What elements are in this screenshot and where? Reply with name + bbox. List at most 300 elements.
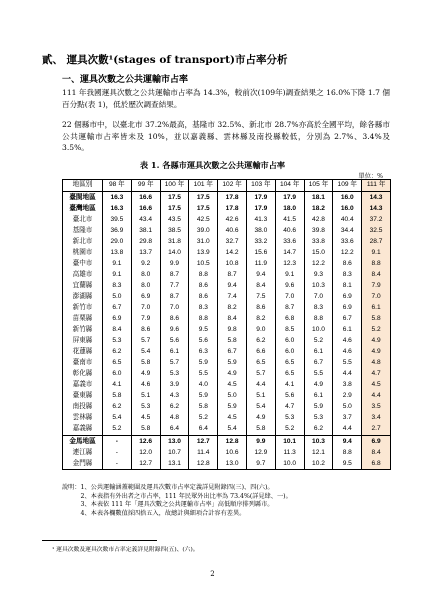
value-cell: 10.0 xyxy=(304,324,333,335)
value-cell: 42.8 xyxy=(304,214,333,225)
table-row xyxy=(63,423,391,435)
value-cell: 33.2 xyxy=(246,236,275,247)
value-cell: 5.7 xyxy=(246,368,275,379)
table-row xyxy=(63,214,391,225)
value-cell: 8.5 xyxy=(275,324,304,335)
value-cell: 8.7 xyxy=(275,302,304,313)
value-cell: 5.6 xyxy=(160,335,189,346)
value-cell: 28.7 xyxy=(362,236,391,247)
region-name-cell: 花蓮縣 xyxy=(63,346,103,357)
value-cell: 17.5 xyxy=(160,203,189,214)
value-cell: 29.0 xyxy=(103,236,132,247)
table-row xyxy=(63,458,391,470)
value-cell: 17.9 xyxy=(246,191,275,203)
value-cell: 5.3 xyxy=(304,412,333,423)
value-cell: 32.7 xyxy=(218,236,247,247)
value-cell: 12.7 xyxy=(131,458,160,470)
value-cell: 38.0 xyxy=(246,225,275,236)
value-cell: 16.6 xyxy=(131,203,160,214)
value-cell: 11.4 xyxy=(189,447,218,458)
value-cell: 4.3 xyxy=(160,390,189,401)
value-cell: 5.2 xyxy=(103,423,132,435)
region-name-cell: 臺中市 xyxy=(63,258,103,269)
value-cell: 7.0 xyxy=(304,291,333,302)
value-cell: 9.4 xyxy=(333,435,362,447)
value-cell: 13.0 xyxy=(160,435,189,447)
value-cell: 33.6 xyxy=(275,236,304,247)
value-cell: 4.9 xyxy=(246,412,275,423)
value-cell: 31.8 xyxy=(160,236,189,247)
value-cell: 4.5 xyxy=(218,412,247,423)
value-cell: 4.4 xyxy=(362,390,391,401)
value-cell: 3.5 xyxy=(362,401,391,412)
value-cell: 5.3 xyxy=(275,412,304,423)
value-cell: 5.1 xyxy=(131,390,160,401)
table-row xyxy=(63,203,391,214)
page-number: 2 xyxy=(210,570,215,578)
value-cell: 6.7 xyxy=(304,357,333,368)
value-cell: 14.3 xyxy=(362,203,391,214)
value-cell: - xyxy=(103,447,132,458)
value-cell: 6.9 xyxy=(131,291,160,302)
value-cell: 12.9 xyxy=(246,447,275,458)
value-cell: 5.1 xyxy=(246,390,275,401)
table-header-cell: 98 年 xyxy=(103,180,132,192)
table-header-cell: 105 年 xyxy=(304,180,333,192)
value-cell: 40.6 xyxy=(275,225,304,236)
value-cell: 8.8 xyxy=(304,313,333,324)
value-cell: 38.5 xyxy=(160,225,189,236)
value-cell: 5.9 xyxy=(189,357,218,368)
value-cell: 5.6 xyxy=(275,390,304,401)
value-cell: 39.8 xyxy=(304,225,333,236)
value-cell: 41.3 xyxy=(246,214,275,225)
value-cell: 9.3 xyxy=(304,269,333,280)
value-cell: 13.0 xyxy=(218,458,247,470)
value-cell: 5.9 xyxy=(218,401,247,412)
value-cell: 9.1 xyxy=(275,269,304,280)
value-cell: 4.0 xyxy=(189,379,218,390)
value-cell: 8.4 xyxy=(103,324,132,335)
value-cell: 34.4 xyxy=(333,225,362,236)
footnote: ¹ 運具次數及運具次數市占率定義詳見附錄四(五)、(六)。 xyxy=(52,547,199,553)
value-cell: 4.9 xyxy=(218,368,247,379)
value-cell: 6.3 xyxy=(189,346,218,357)
value-cell: - xyxy=(103,435,132,447)
value-cell: 4.5 xyxy=(218,379,247,390)
value-cell: 29.8 xyxy=(131,236,160,247)
value-cell: 5.9 xyxy=(218,357,247,368)
value-cell: 12.8 xyxy=(218,435,247,447)
value-cell: 4.9 xyxy=(362,335,391,346)
value-cell: 6.2 xyxy=(304,423,333,435)
value-cell: 39.0 xyxy=(189,225,218,236)
value-cell: 39.5 xyxy=(103,214,132,225)
value-cell: 5.3 xyxy=(160,368,189,379)
value-cell: 5.4 xyxy=(103,412,132,423)
value-cell: 9.6 xyxy=(275,280,304,291)
value-cell: 8.7 xyxy=(160,291,189,302)
value-cell: 9.1 xyxy=(362,247,391,258)
table-row xyxy=(63,269,391,280)
value-cell: 6.5 xyxy=(246,357,275,368)
region-name-cell: 嘉義市 xyxy=(63,379,103,390)
value-cell: 8.8 xyxy=(189,313,218,324)
value-cell: 16.6 xyxy=(131,191,160,203)
value-cell: 9.9 xyxy=(160,258,189,269)
value-cell: 8.7 xyxy=(218,269,247,280)
value-cell: 5.9 xyxy=(189,390,218,401)
value-cell: 8.3 xyxy=(103,280,132,291)
table-row xyxy=(63,191,391,203)
value-cell: 5.8 xyxy=(218,335,247,346)
value-cell: 33.8 xyxy=(304,236,333,247)
value-cell: 8.3 xyxy=(189,302,218,313)
table-header-cell: 101 年 xyxy=(189,180,218,192)
value-cell: 5.8 xyxy=(131,423,160,435)
value-cell: 11.3 xyxy=(275,447,304,458)
value-cell: 6.1 xyxy=(362,302,391,313)
paragraph-2: 22 個縣市中，以臺北市 37.2%最高，基隆市 32.5%、新北市 28.7%亦高於全國平均，餘各縣市公共運輸市占率皆未及 10%，並以嘉義縣、雲林縣及南投縣較低，分別為 2.7%、3.4%及 3.5%。 xyxy=(62,120,390,152)
value-cell: 2.9 xyxy=(333,390,362,401)
value-cell: 6.0 xyxy=(275,346,304,357)
value-cell: 10.8 xyxy=(218,258,247,269)
region-name-cell: 臺灣地區 xyxy=(63,203,103,214)
region-name-cell: 金門縣 xyxy=(63,458,103,470)
value-cell: 4.7 xyxy=(275,401,304,412)
value-cell: 9.4 xyxy=(246,269,275,280)
value-cell: 17.5 xyxy=(160,191,189,203)
value-cell: 8.2 xyxy=(218,302,247,313)
table-header-cell: 地區別 xyxy=(63,180,103,192)
value-cell: 6.7 xyxy=(103,302,132,313)
value-cell: 41.5 xyxy=(275,214,304,225)
value-cell: 5.5 xyxy=(304,368,333,379)
value-cell: 7.5 xyxy=(246,291,275,302)
value-cell: 42.5 xyxy=(189,214,218,225)
value-cell: 10.3 xyxy=(304,280,333,291)
value-cell: 9.1 xyxy=(103,258,132,269)
value-cell: 9.5 xyxy=(333,458,362,470)
region-name-cell: 嘉義縣 xyxy=(63,423,103,435)
table-row xyxy=(63,247,391,258)
value-cell: 8.6 xyxy=(333,258,362,269)
table-caption: 表 1. 各縣市運具次數之公共運輸市占率 xyxy=(139,160,286,170)
value-cell: 9.5 xyxy=(189,324,218,335)
table-header-cell: 102 年 xyxy=(218,180,247,192)
value-cell: 4.4 xyxy=(333,368,362,379)
value-cell: 5.4 xyxy=(218,423,247,435)
value-cell: 4.6 xyxy=(333,335,362,346)
value-cell: 8.6 xyxy=(246,302,275,313)
region-name-cell: 南投縣 xyxy=(63,401,103,412)
table-header-cell: 99 年 xyxy=(131,180,160,192)
value-cell: 14.2 xyxy=(218,247,247,258)
value-cell: 10.2 xyxy=(304,458,333,470)
value-cell: 4.9 xyxy=(362,346,391,357)
value-cell: 6.7 xyxy=(218,346,247,357)
value-cell: 5.2 xyxy=(304,335,333,346)
note-line: 說明：1、公共運輸涵蓋範圍及運具次數市占率定義詳見附錄四(三)、四(六)。 xyxy=(62,484,274,491)
value-cell: 6.4 xyxy=(160,423,189,435)
table-row xyxy=(63,412,391,423)
value-cell: 43.5 xyxy=(160,214,189,225)
value-cell: 12.1 xyxy=(304,447,333,458)
table-body xyxy=(63,191,391,469)
region-name-cell: 新竹市 xyxy=(63,302,103,313)
value-cell: 6.0 xyxy=(275,335,304,346)
value-cell: 6.6 xyxy=(246,346,275,357)
value-cell: 9.6 xyxy=(160,324,189,335)
value-cell: 6.5 xyxy=(275,368,304,379)
value-cell: 7.0 xyxy=(362,291,391,302)
value-cell: 12.2 xyxy=(333,247,362,258)
value-cell: 8.6 xyxy=(189,291,218,302)
value-cell: 5.5 xyxy=(333,357,362,368)
value-cell: 8.6 xyxy=(131,324,160,335)
table-row xyxy=(63,435,391,447)
value-cell: 10.5 xyxy=(189,258,218,269)
value-cell: 7.0 xyxy=(160,302,189,313)
value-cell: 4.9 xyxy=(131,368,160,379)
value-cell: 13.7 xyxy=(131,247,160,258)
value-cell: 15.0 xyxy=(304,247,333,258)
table-row xyxy=(63,346,391,357)
table-header-cell: 103 年 xyxy=(246,180,275,192)
value-cell: 16.3 xyxy=(103,203,132,214)
table-row xyxy=(63,368,391,379)
value-cell: 8.8 xyxy=(189,269,218,280)
value-cell: 14.7 xyxy=(275,247,304,258)
table-row xyxy=(63,302,391,313)
value-cell: 12.8 xyxy=(189,458,218,470)
value-cell: 4.6 xyxy=(333,346,362,357)
value-cell: 17.5 xyxy=(189,191,218,203)
value-cell: 8.4 xyxy=(246,280,275,291)
value-cell: 4.4 xyxy=(246,379,275,390)
region-name-cell: 臺北市 xyxy=(63,214,103,225)
value-cell: 4.1 xyxy=(275,379,304,390)
value-cell: 4.7 xyxy=(362,368,391,379)
value-cell: 8.8 xyxy=(362,258,391,269)
value-cell: 3.4 xyxy=(362,412,391,423)
value-cell: 4.5 xyxy=(362,379,391,390)
value-cell: 7.0 xyxy=(131,302,160,313)
value-cell: 7.9 xyxy=(131,313,160,324)
value-cell: 4.4 xyxy=(333,423,362,435)
table-row xyxy=(63,225,391,236)
value-cell: 8.6 xyxy=(160,313,189,324)
value-cell: 4.8 xyxy=(160,412,189,423)
value-cell: 33.6 xyxy=(333,236,362,247)
region-name-cell: 高雄市 xyxy=(63,269,103,280)
value-cell: 3.9 xyxy=(160,379,189,390)
value-cell: 17.8 xyxy=(218,203,247,214)
value-cell: 5.0 xyxy=(103,291,132,302)
table-header-cell: 109 年 xyxy=(333,180,362,192)
value-cell: 12.6 xyxy=(131,435,160,447)
value-cell: 17.9 xyxy=(246,203,275,214)
value-cell: - xyxy=(103,458,132,470)
value-cell: 17.9 xyxy=(275,191,304,203)
value-cell: 6.9 xyxy=(333,291,362,302)
value-cell: 6.8 xyxy=(362,458,391,470)
value-cell: 9.1 xyxy=(103,269,132,280)
table-row xyxy=(63,335,391,346)
value-cell: 14.3 xyxy=(362,191,391,203)
value-cell: 6.9 xyxy=(333,302,362,313)
value-cell: 5.0 xyxy=(218,390,247,401)
value-cell: 40.6 xyxy=(218,225,247,236)
value-cell: 6.9 xyxy=(103,313,132,324)
value-cell: 5.8 xyxy=(103,390,132,401)
region-name-cell: 新北市 xyxy=(63,236,103,247)
value-cell: 18.1 xyxy=(304,191,333,203)
value-cell: 42.6 xyxy=(218,214,247,225)
value-cell: 8.0 xyxy=(131,280,160,291)
region-name-cell: 雲林縣 xyxy=(63,412,103,423)
value-cell: 40.4 xyxy=(333,214,362,225)
paragraph-1: 111 年我國運具次數之公共運輸市占率為 14.3%，較前次(109年)調查結果之 16.0%下降 1.7 個百分點(表 1)，低於歷次調查結果。 xyxy=(62,88,390,109)
region-name-cell: 澎湖縣 xyxy=(63,291,103,302)
table-header-cell: 104 年 xyxy=(275,180,304,192)
value-cell: 10.3 xyxy=(304,435,333,447)
value-cell: 5.4 xyxy=(246,401,275,412)
table-row xyxy=(63,291,391,302)
table-header-cell: 111 年 xyxy=(362,180,391,192)
value-cell: 6.1 xyxy=(160,346,189,357)
value-cell: 5.4 xyxy=(131,346,160,357)
value-cell: 5.3 xyxy=(103,335,132,346)
table-row xyxy=(63,236,391,247)
value-cell: 37.2 xyxy=(362,214,391,225)
value-cell: 43.4 xyxy=(131,214,160,225)
value-cell: 17.8 xyxy=(218,191,247,203)
table-header-cell: 100 年 xyxy=(160,180,189,192)
note-line: 4、本表各欄數值採四捨五入，故總計與細項合計容有差異。 xyxy=(62,509,246,517)
value-cell: 13.9 xyxy=(189,247,218,258)
section-heading: 貳、 運具次數¹(stages of transport)市占率分析 xyxy=(42,54,288,66)
value-cell: 6.1 xyxy=(304,390,333,401)
table-row xyxy=(63,258,391,269)
value-cell: 38.1 xyxy=(131,225,160,236)
region-name-cell: 桃園市 xyxy=(63,247,103,258)
subsection-heading: 一、運具次數之公共運輸市占率 xyxy=(62,75,189,85)
value-cell: 6.2 xyxy=(103,346,132,357)
value-cell: 10.6 xyxy=(218,447,247,458)
value-cell: 10.7 xyxy=(160,447,189,458)
value-cell: 3.7 xyxy=(333,412,362,423)
value-cell: 32.5 xyxy=(362,225,391,236)
table-row xyxy=(63,313,391,324)
region-name-cell: 臺閩地區 xyxy=(63,191,103,203)
value-cell: 14.0 xyxy=(160,247,189,258)
value-cell: 7.4 xyxy=(218,291,247,302)
value-cell: 8.1 xyxy=(333,280,362,291)
value-cell: 4.8 xyxy=(362,357,391,368)
region-name-cell: 新竹縣 xyxy=(63,324,103,335)
value-cell: 4.6 xyxy=(131,379,160,390)
table-row xyxy=(63,357,391,368)
value-cell: 7.0 xyxy=(275,291,304,302)
value-cell: 5.7 xyxy=(160,357,189,368)
value-cell: 6.9 xyxy=(362,435,391,447)
value-cell: 4.9 xyxy=(304,379,333,390)
value-cell: 12.2 xyxy=(304,258,333,269)
value-cell: 6.2 xyxy=(103,401,132,412)
value-cell: 9.9 xyxy=(246,435,275,447)
value-cell: 16.0 xyxy=(333,191,362,203)
value-cell: 9.2 xyxy=(131,258,160,269)
value-cell: 4.5 xyxy=(131,412,160,423)
value-cell: 5.8 xyxy=(131,357,160,368)
value-cell: 2.7 xyxy=(362,423,391,435)
region-name-cell: 連江縣 xyxy=(63,447,103,458)
value-cell: 18.0 xyxy=(275,203,304,214)
value-cell: 5.6 xyxy=(189,335,218,346)
value-cell: 9.7 xyxy=(246,458,275,470)
table-header-row xyxy=(63,180,391,192)
value-cell: 36.9 xyxy=(103,225,132,236)
value-cell: 6.2 xyxy=(160,401,189,412)
value-cell: 6.5 xyxy=(275,357,304,368)
value-cell: 11.9 xyxy=(246,258,275,269)
note-line: 2、本表指有外出者之市占率，111 年民眾外出比率為 73.4%(詳見肆、一)。 xyxy=(62,492,292,500)
table-notes xyxy=(62,484,292,518)
region-name-cell: 苗栗縣 xyxy=(63,313,103,324)
value-cell: 6.8 xyxy=(275,313,304,324)
value-cell: 5.8 xyxy=(246,423,275,435)
value-cell: 4.1 xyxy=(103,379,132,390)
value-cell: 7.9 xyxy=(362,280,391,291)
value-cell: 6.4 xyxy=(189,423,218,435)
value-cell: 5.3 xyxy=(131,401,160,412)
value-cell: 8.3 xyxy=(304,302,333,313)
value-cell: 13.8 xyxy=(103,247,132,258)
value-cell: 8.4 xyxy=(362,447,391,458)
region-name-cell: 基隆市 xyxy=(63,225,103,236)
table-row xyxy=(63,379,391,390)
value-cell: 6.1 xyxy=(304,346,333,357)
value-cell: 3.8 xyxy=(333,379,362,390)
table-row xyxy=(63,280,391,291)
value-cell: 17.5 xyxy=(189,203,218,214)
footnote-divider xyxy=(42,540,157,541)
region-name-cell: 臺南市 xyxy=(63,357,103,368)
note-line: 3、本表依 111 年「運具次數之公共運輸市占率」高低順序排列縣市。 xyxy=(62,501,274,509)
value-cell: 6.7 xyxy=(333,313,362,324)
region-name-cell: 宜蘭縣 xyxy=(63,280,103,291)
value-cell: 8.2 xyxy=(246,313,275,324)
value-cell: 16.3 xyxy=(103,191,132,203)
value-cell: 8.7 xyxy=(160,269,189,280)
region-name-cell: 屏東縣 xyxy=(63,335,103,346)
value-cell: 12.3 xyxy=(275,258,304,269)
value-cell: 18.2 xyxy=(304,203,333,214)
value-cell: 5.0 xyxy=(333,401,362,412)
value-cell: 9.8 xyxy=(218,324,247,335)
value-cell: 31.0 xyxy=(189,236,218,247)
value-cell: 10.0 xyxy=(275,458,304,470)
value-cell: 6.5 xyxy=(103,357,132,368)
value-cell: 6.0 xyxy=(103,368,132,379)
value-cell: 8.3 xyxy=(333,269,362,280)
table-row xyxy=(63,447,391,458)
table-row xyxy=(63,401,391,412)
region-name-cell: 金馬地區 xyxy=(63,435,103,447)
value-cell: 9.0 xyxy=(246,324,275,335)
table-unit: 單位：% xyxy=(358,173,383,180)
